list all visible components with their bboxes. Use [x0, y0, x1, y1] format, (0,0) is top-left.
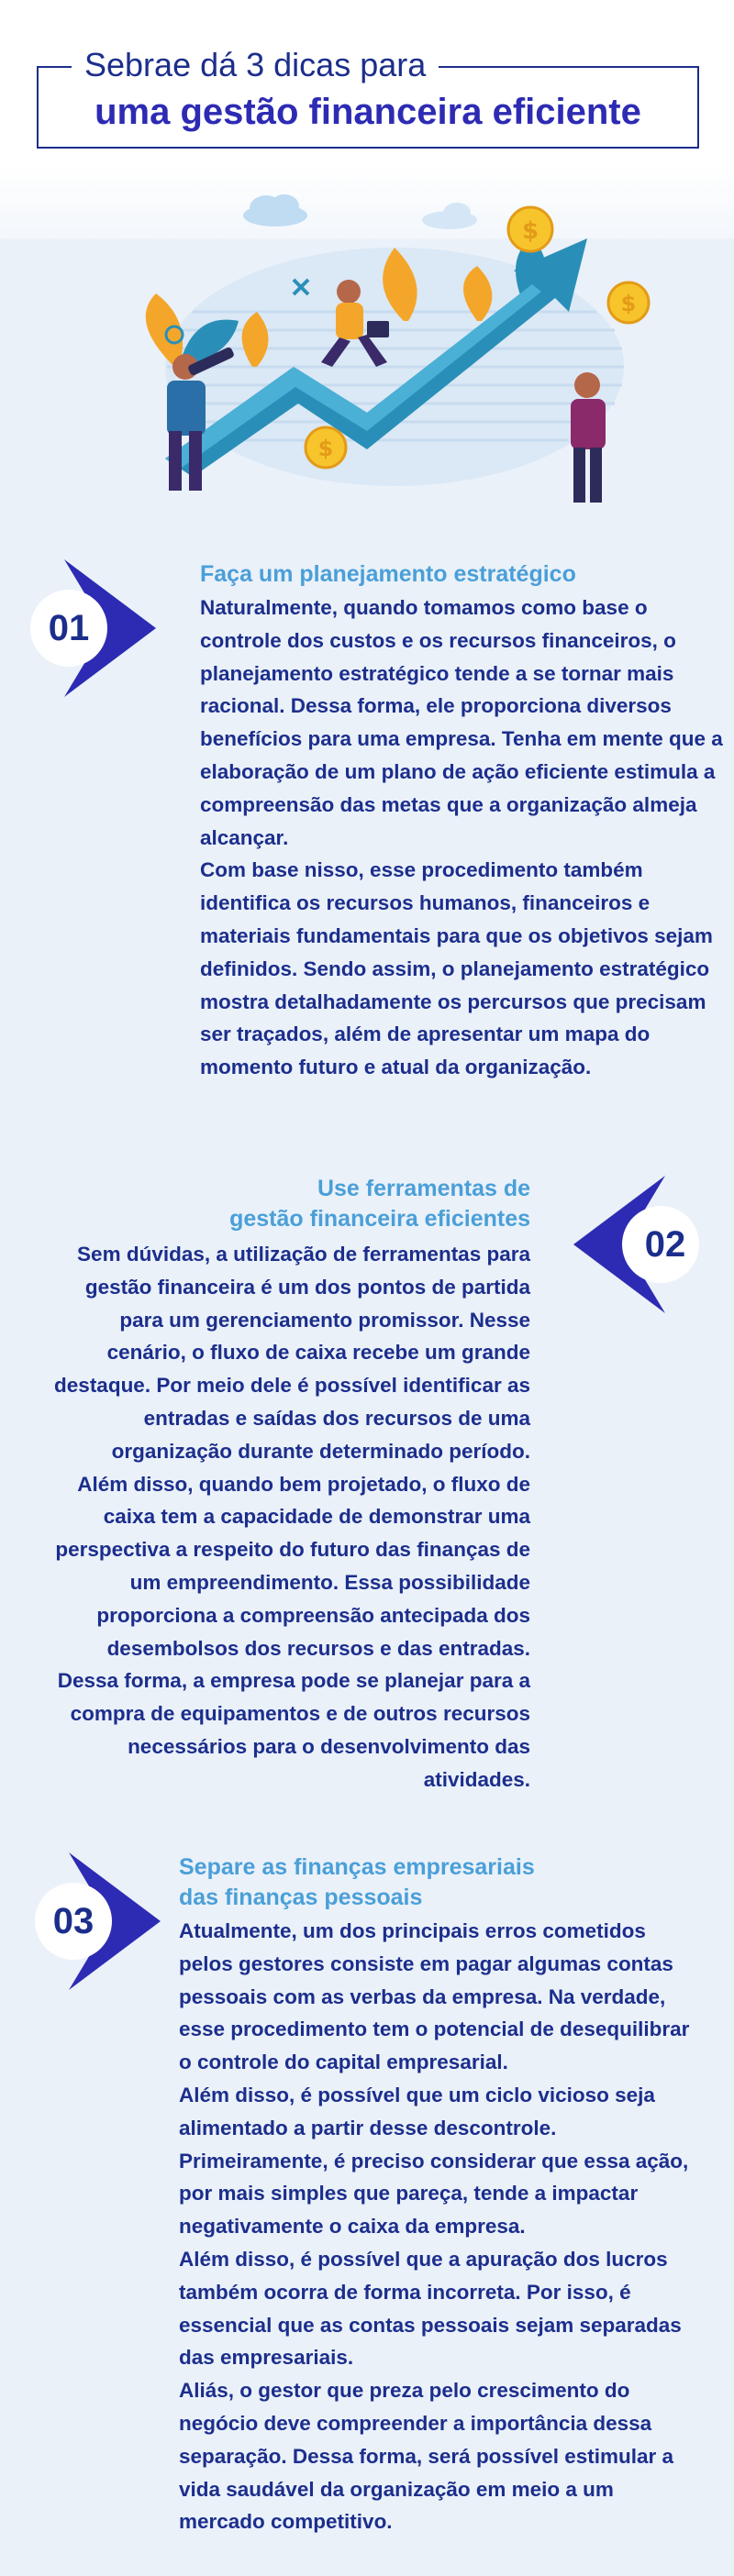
coin-symbol: $: [521, 217, 539, 245]
tip-02-title: [156, 1174, 530, 1234]
header-subtitle: Sebrae dá 3 dicas para: [72, 44, 439, 86]
tip-03-paragraph: Atualmente, um dos principais erros cometidos pelos gestores consiste em pagar algumas contas pessoais com as verbas da empresa. Na verdade, esse procedimento tem o potencial de desequilibrar o controle do capital empresarial.: [179, 1919, 690, 2074]
tip-02-body: [46, 1238, 530, 1797]
header-title: uma gestão financeira eficiente: [95, 92, 641, 132]
tip-03-number: 03: [52, 1901, 95, 1941]
tip-02-title-line1: Use ferramentas de: [317, 1176, 530, 1201]
tip-02-paragraph: Sem dúvidas, a utilização de ferramentas para gestão financeira é um dos pontos de partida para um gerenciamento promissor. Nesse cenário, o fluxo de caixa recebe um grande destaque. Por meio dele é possível identificar as entradas e saídas dos recursos de uma organização durante determinado período.: [54, 1243, 530, 1463]
cloud-icon: [243, 194, 307, 227]
coin-symbol: $: [620, 291, 637, 316]
tip-03-paragraph: Além disso, é possível que a apuração dos lucros também ocorra de forma incorreta. Por isso, é essencial que as contas pessoais sejam separadas das empresariais.: [179, 2247, 682, 2370]
tip-03-paragraph: Aliás, o gestor que preza pelo crescimento do negócio deve compreender a importância dessa separação. Dessa forma, será possível estimular a vida saudável da organização em meio a um mercado competitivo.: [179, 2379, 674, 2534]
growth-illustration: [92, 183, 679, 523]
header-frame: [37, 46, 699, 149]
coin-icon: [608, 282, 649, 323]
tip-03-title-line2: das finanças pessoais: [179, 1885, 423, 1910]
coin-icon: [508, 207, 552, 251]
tip-03-title-line1: Separe as finanças empresariais: [179, 1854, 535, 1880]
coin-icon: [306, 427, 346, 468]
tip-02-title-line2: gestão financeira eficientes: [229, 1206, 530, 1232]
tip-03-paragraph: Primeiramente, é preciso considerar que essa ação, por mais simples que pareça, tende a impactar negativamente o caixa da empresa.: [179, 2149, 689, 2239]
tip-02-paragraph: Dessa forma, a empresa pode se planejar para a compra de equipamentos e de outros recursos necessários para o desenvolvimento das atividades.: [57, 1669, 530, 1791]
tip-01-number: 01: [48, 608, 90, 648]
tip-02-paragraph: Além disso, quando bem projetado, o fluxo de caixa tem a capacidade de demonstrar uma perspectiva a respeito do futuro das finanças de um empreendimento. Essa possibilidade proporciona a compreensão antecipada dos desembolsos dos recursos e das entradas.: [55, 1472, 530, 1660]
tip-02-number: 02: [644, 1224, 686, 1265]
tip-01-paragraph: Naturalmente, quando tomamos como base o controle dos custos e os recursos financeiros, o planejamento estratégico tende a se tornar mais racional. Dessa forma, ele proporciona diversos benefícios para uma empresa. Tenha em mente que a elaboração de um plano de ação eficiente estimula a compreensão das metas que a organização almeja alcançar.: [200, 596, 723, 849]
tip-01-title: Faça um planejamento estratégico: [200, 561, 576, 587]
tip-01-body: [200, 591, 723, 1084]
cloud-icon: [422, 203, 477, 229]
coin-symbol: $: [317, 436, 334, 461]
tip-03-body: [179, 1915, 693, 2538]
tip-03-title: [179, 1852, 693, 1913]
tip-01-paragraph: Com base nisso, esse procedimento também identifica os recursos humanos, financeiros e materiais fundamentais para que os objetivos sejam definidos. Sendo assim, o planejamento estratégico mostra detalhadamente os percursos que precisam ser traçados, além de apresentar um mapa do momento futuro e atual da organização.: [200, 858, 713, 1079]
tip-03-paragraph: Além disso, é possível que um ciclo vicioso seja alimentado a partir desse descontrole.: [179, 2083, 655, 2139]
